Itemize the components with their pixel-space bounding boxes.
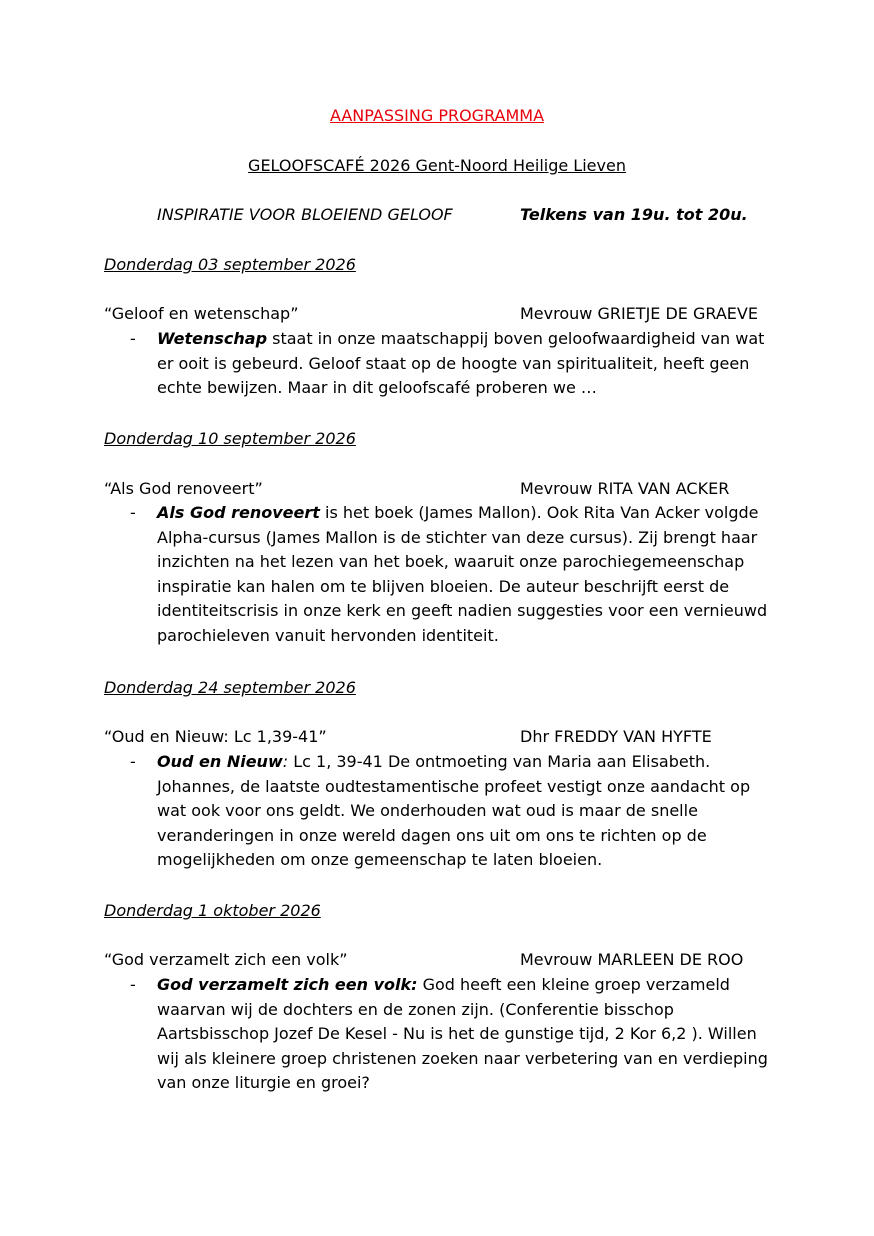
session-speaker: Mevrouw RITA VAN ACKER	[520, 479, 730, 498]
session-date: Donderdag 03 september 2026	[104, 255, 356, 274]
session-title: “Oud en Nieuw: Lc 1,39-41”	[104, 727, 327, 746]
session-date: Donderdag 1 oktober 2026	[104, 901, 321, 920]
bullet-marker: -	[130, 752, 136, 771]
description-lead: Oud en Nieuw	[157, 752, 283, 771]
description-lead-suffix: :	[282, 752, 289, 771]
bullet-marker: -	[130, 503, 136, 522]
session-date: Donderdag 24 september 2026	[104, 678, 356, 697]
bullet-marker: -	[130, 329, 136, 348]
session-description	[157, 327, 777, 401]
description-text: God heeft een kleine groep verzameld waarvan wij de dochters en de zonen zijn. (Conferentie bisschop Aartsbisschop Jozef De Kesel - Nu is het de gunstige tijd, 2 Kor 6,2 ). Willen wij als kleinere groep christenen zoeken naar verbetering van en verdieping van onze liturgie en groei?	[157, 975, 768, 1092]
description-lead: Wetenschap	[157, 329, 268, 348]
bullet-marker: -	[130, 975, 136, 994]
page-title: GELOOFSCAFÉ 2026 Gent-Noord Heilige Lieven	[248, 156, 626, 175]
session-description	[157, 501, 777, 648]
session-title: “Als God renoveert”	[104, 479, 263, 498]
description-text: Lc 1, 39-41 De ontmoeting van Maria aan Elisabeth. Johannes, de laatste oudtestamentische profeet vestigt onze aandacht op wat ook voor ons geldt. We onderhouden wat oud is maar de snelle veranderingen in onze wereld dagen ons uit om ons te richten op de mogelijkheden om onze gemeenschap te laten bloeien.	[157, 752, 751, 869]
notice-heading: AANPASSING PROGRAMMA	[329, 106, 545, 125]
session-title: “God verzamelt zich een volk”	[104, 950, 348, 969]
description-text: is het boek (James Mallon). Ook Rita Van Acker volgde Alpha-cursus (James Mallon is de stichter van deze cursus). Zij brengt haar inzichten na het lezen van het boek, waaruit onze parochiegemeenschap inspiratie kan halen om te blijven bloeien. De auteur beschrijft eerst de identiteitscrisis in onze kerk en geeft nadien suggesties voor een vernieuwd parochieleven vanuit hervonden identiteit.	[157, 503, 768, 645]
description-lead: Als God renoveert	[157, 503, 320, 522]
session-description	[157, 973, 777, 1096]
theme-label	[157, 205, 453, 224]
description-text: staat in onze maatschappij boven geloofwaardigheid van wat er ooit is gebeurd. Geloof staat op de hoogte van spiritualiteit, heeft geen echte bewijzen. Maar in dit geloofscafé proberen we …	[157, 329, 765, 397]
session-description	[157, 750, 777, 873]
time-label: Telkens van 19u. tot 20u.	[520, 205, 748, 224]
session-speaker: Mevrouw GRIETJE DE GRAEVE	[520, 304, 758, 323]
description-lead: God verzamelt zich een volk:	[157, 975, 418, 994]
session-title: “Geloof en wetenschap”	[104, 304, 299, 323]
session-speaker: Dhr FREDDY VAN HYFTE	[520, 727, 712, 746]
session-speaker: Mevrouw MARLEEN DE ROO	[520, 950, 744, 969]
session-date: Donderdag 10 september 2026	[104, 429, 356, 448]
theme-text: INSPIRATIE VOOR BLOEIEND GELOOF	[157, 205, 453, 224]
